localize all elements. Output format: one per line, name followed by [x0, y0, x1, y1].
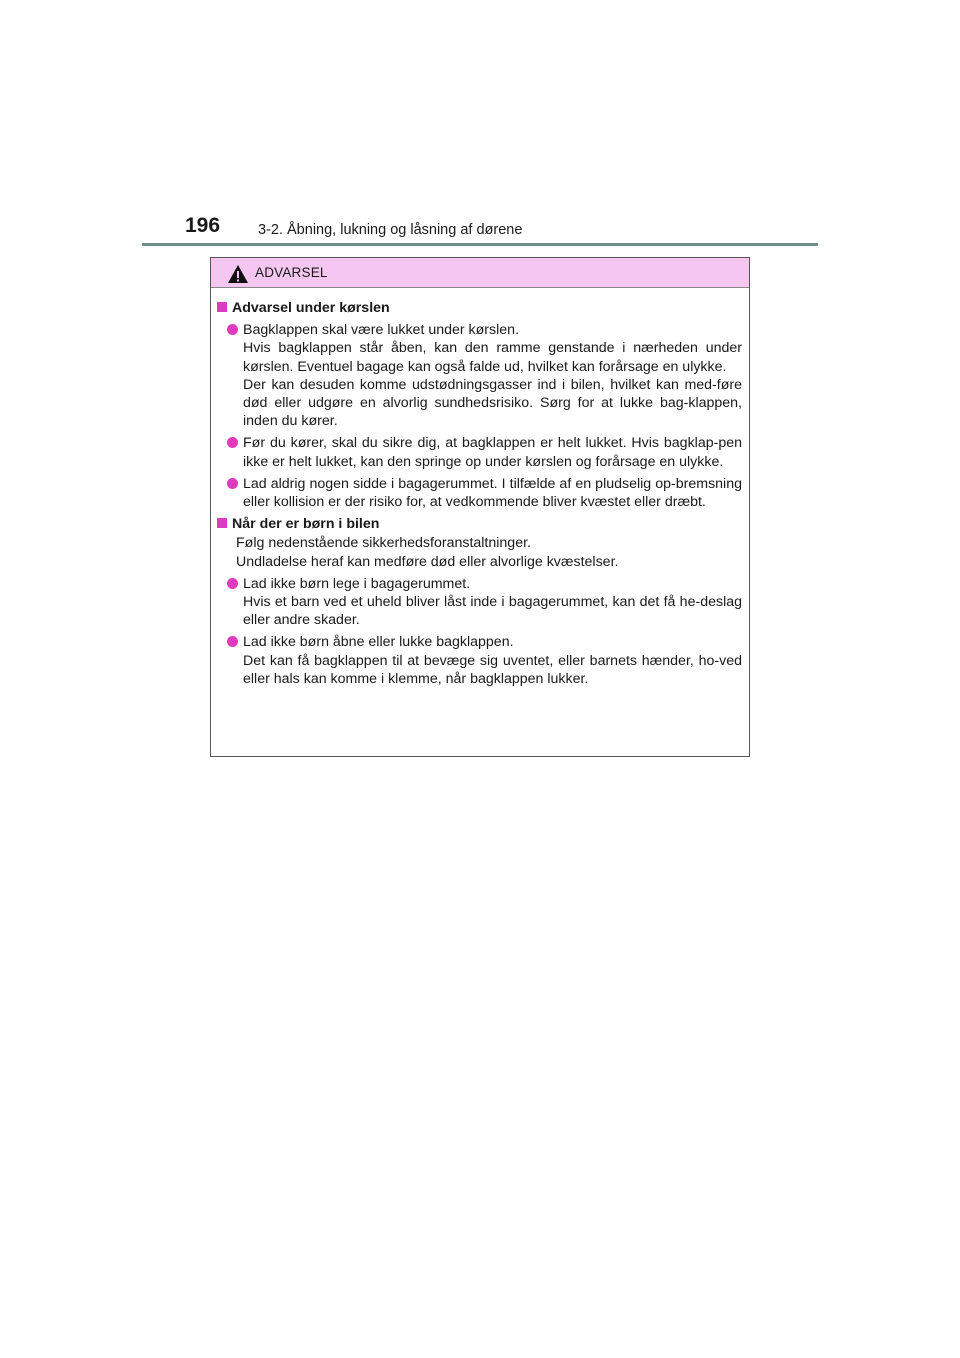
intro-text: Følg nedenstående sikkerhedsforanstaltninger.	[236, 535, 531, 552]
section-heading: Når der er børn i bilen	[217, 515, 742, 533]
item-text: Bagklappen skal være lukket under kørslen.	[243, 322, 520, 339]
header-rule	[142, 243, 818, 246]
list-item	[227, 321, 742, 430]
page-number: 196	[185, 214, 221, 237]
list-item	[227, 475, 742, 511]
warning-content	[211, 288, 749, 688]
warning-header	[211, 258, 749, 288]
warning-box	[210, 257, 750, 757]
round-bullet-icon	[227, 478, 238, 489]
item-text: Det kan få bagklappen til at bevæge sig uventet, eller barnets hænder, ho-ved eller hals kan komme i klemme, når bagklappen lukker.	[243, 652, 742, 687]
list-item	[227, 575, 742, 630]
section-heading: Advarsel under kørslen	[217, 299, 742, 317]
round-bullet-icon	[227, 578, 238, 589]
list-item	[227, 633, 742, 688]
section-title: 3-2. Åbning, lukning og låsning af dørene	[258, 222, 523, 238]
round-bullet-icon	[227, 437, 238, 448]
list-item	[227, 434, 742, 470]
item-text: Hvis et barn ved et uheld bliver låst inde i bagagerummet, kan det få he-deslag eller andre skader.	[243, 594, 742, 629]
round-bullet-icon	[227, 324, 238, 335]
round-bullet-icon	[227, 636, 238, 647]
item-text: Lad aldrig nogen sidde i bagagerummet. I tilfælde af en pludselig op-bremsning eller kollision er der risiko for, at vedkommende bliver kvæstet eller dræbt.	[243, 475, 742, 511]
intro-text: Undladelse heraf kan medføre død eller alvorlige kvæstelser.	[236, 553, 619, 570]
square-bullet-icon	[217, 518, 227, 528]
warning-title: ADVARSEL	[255, 265, 328, 280]
item-text: Lad ikke børn lege i bagagerummet.	[243, 575, 471, 592]
item-text: Der kan desuden komme udstødningsgasser ind i bilen, hvilket kan med-føre død eller udgøre en alvorlig sundhedsrisiko. Sørg for at lukke bag-klappen, inden du kører.	[243, 376, 742, 430]
item-text: Før du kører, skal du sikre dig, at bagklappen er helt lukket. Hvis bagklap-pen ikke er helt lukket, kan den springe op under kørslen og forårsage en ulykke.	[243, 435, 742, 470]
item-text: Hvis bagklappen står åben, kan den ramme genstande i nærheden under kørslen. Eventuel bagage kan også falde ud, hvilket kan forårsage en ulykke.	[243, 340, 742, 375]
item-text: Lad ikke børn åbne eller lukke bagklappen.	[243, 634, 514, 651]
square-bullet-icon	[217, 302, 227, 312]
warning-triangle-icon	[227, 264, 249, 284]
section-intro	[236, 534, 742, 570]
